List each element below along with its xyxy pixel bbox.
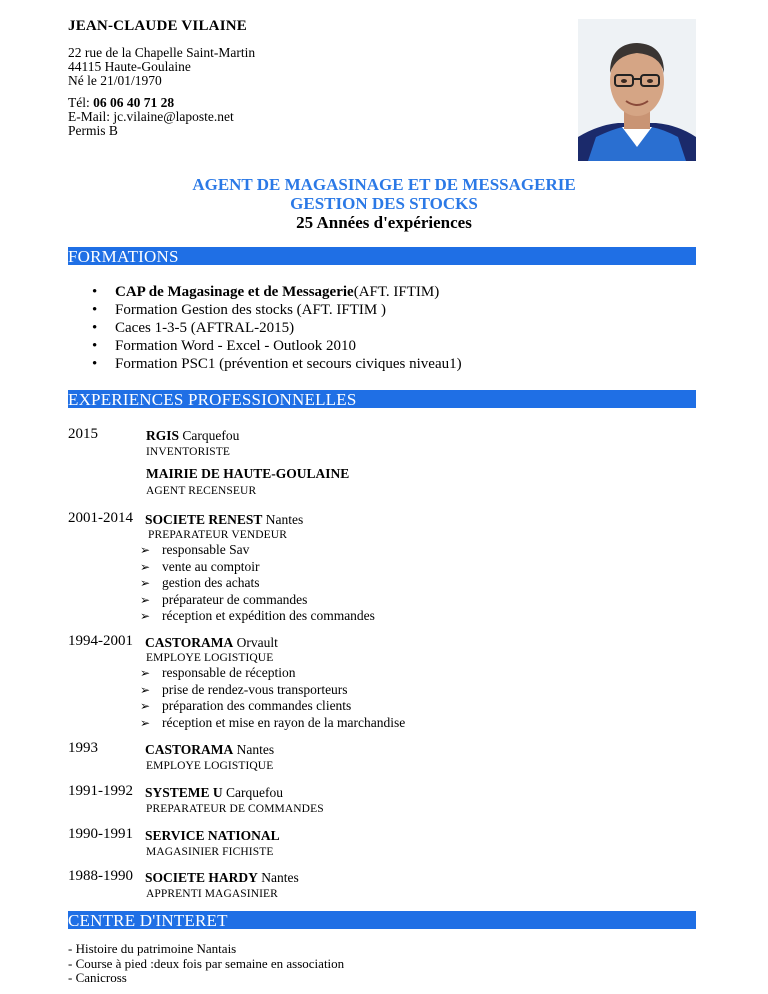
arrow-bullet-icon: ➢: [140, 666, 151, 680]
experience-role: APPRENTI MAGASINIER: [146, 888, 278, 900]
company-location: Nantes: [257, 870, 299, 885]
list-item: [92, 337, 462, 355]
task-text: préparateur de commandes: [162, 591, 308, 607]
experience-year: 1993: [68, 740, 98, 756]
phone-line: [68, 96, 234, 110]
company-name: SOCIETE RENEST: [145, 512, 263, 527]
task-text: responsable de réception: [162, 665, 296, 680]
company-location: Nantes: [233, 742, 275, 757]
bullet-icon: •: [92, 356, 98, 372]
arrow-bullet-icon: ➢: [140, 543, 151, 557]
job-title-block: [0, 175, 768, 233]
address-street: 22 rue de la Chapelle Saint-Martin: [68, 45, 256, 60]
experience-company-line: [145, 742, 274, 758]
task-text: responsable Sav: [162, 542, 250, 557]
interests-list: [68, 942, 344, 986]
list-item: [140, 575, 375, 592]
company-name: RGIS: [146, 428, 180, 443]
bullet-icon: •: [92, 284, 98, 300]
list-item: - Canicross: [68, 970, 127, 985]
list-item: [140, 665, 405, 682]
task-text: réception et expédition des commandes: [162, 608, 375, 623]
experience-years: 25 Années d'expériences: [296, 213, 472, 232]
company-name: SOCIETE HARDY: [145, 870, 258, 885]
company-name: SERVICE NATIONAL: [145, 828, 280, 843]
driving-license: Permis B: [68, 123, 118, 138]
bullet-icon: •: [92, 338, 98, 354]
list-item: [92, 355, 462, 373]
list-item: [140, 592, 375, 609]
address-city: 44115 Haute-Goulaine: [68, 59, 191, 74]
section-title: EXPERIENCES PROFESSIONNELLES: [68, 390, 357, 409]
list-item: [140, 608, 375, 625]
task-text: vente au comptoir: [162, 558, 260, 574]
experience-company-line: [146, 466, 349, 482]
experience-role: EMPLOYE LOGISTIQUE: [146, 652, 274, 664]
experience-year: 1990-1991: [68, 826, 133, 842]
experience-company-line: [145, 870, 299, 886]
company-location: Nantes: [262, 512, 304, 527]
task-text: prise de rendez-vous transporteurs: [162, 681, 348, 697]
formation-text: Formation Word - Excel - Outlook 2010: [115, 338, 356, 354]
section-title: FORMATIONS: [68, 247, 179, 266]
experience-company-line: [145, 635, 278, 651]
arrow-bullet-icon: ➢: [140, 682, 151, 697]
company-name: MAIRIE DE HAUTE-GOULAINE: [146, 466, 350, 481]
experience-role: PREPARATEUR VENDEUR: [148, 529, 287, 541]
company-location: Orvault: [233, 635, 278, 650]
phone-label: Tél:: [68, 95, 94, 110]
list-item: - Histoire du patrimoine Nantais: [68, 941, 237, 956]
experience-year: 2001-2014: [68, 510, 133, 526]
experience-year: 1988-1990: [68, 868, 133, 884]
section-header-formations: [68, 247, 696, 265]
task-text: gestion des achats: [162, 575, 260, 590]
list-item: [140, 559, 375, 576]
formation-text: (AFT. IFTIM): [353, 284, 440, 300]
list-item: [140, 698, 405, 715]
company-name: CASTORAMA: [145, 635, 234, 650]
experience-year: 2015: [68, 426, 98, 442]
task-list: [140, 665, 405, 731]
formations-list: [92, 283, 462, 373]
contact-block: [68, 96, 234, 138]
experience-company-line: [145, 512, 303, 528]
experience-company-line: [145, 828, 280, 844]
email-line: E-Mail: jc.vilaine@laposte.net: [68, 109, 234, 124]
experience-role: AGENT RECENSEUR: [146, 485, 257, 497]
task-text: préparation des commandes clients: [162, 698, 352, 713]
list-item: [92, 301, 462, 319]
arrow-bullet-icon: ➢: [140, 559, 151, 574]
section-title: CENTRE D'INTERET: [68, 911, 228, 930]
candidate-name: JEAN-CLAUDE VILAINE: [68, 18, 247, 34]
experience-company-line: [145, 785, 283, 801]
company-name: CASTORAMA: [145, 742, 234, 757]
experience-role: EMPLOYE LOGISTIQUE: [146, 760, 274, 772]
arrow-bullet-icon: ➢: [140, 592, 151, 607]
list-item: [92, 319, 462, 337]
list-item: [140, 542, 375, 559]
experience-company-line: [146, 428, 239, 444]
birth-date: Né le 21/01/1970: [68, 73, 162, 88]
list-item: [92, 283, 462, 301]
job-subtitle: GESTION DES STOCKS: [290, 194, 478, 213]
section-header-experiences: [68, 390, 696, 408]
list-item: - Course à pied :deux fois par semaine en association: [68, 955, 345, 971]
job-title: AGENT DE MAGASINAGE ET DE MESSAGERIE: [192, 175, 576, 194]
arrow-bullet-icon: ➢: [140, 609, 151, 623]
experience-role: MAGASINIER FICHISTE: [146, 846, 274, 858]
task-list: [140, 542, 375, 625]
arrow-bullet-icon: ➢: [140, 699, 151, 713]
task-text: réception et mise en rayon de la marchandise: [162, 714, 406, 730]
experience-role: PREPARATEUR DE COMMANDES: [146, 803, 324, 815]
phone-number: 06 06 40 71 28: [93, 95, 175, 110]
bullet-icon: •: [92, 302, 98, 318]
arrow-bullet-icon: ➢: [140, 576, 151, 590]
formation-text: Formation Gestion des stocks (AFT. IFTIM ): [115, 302, 386, 318]
experience-year: 1991-1992: [68, 783, 133, 799]
experience-role: INVENTORISTE: [146, 446, 231, 458]
arrow-bullet-icon: ➢: [140, 715, 151, 730]
formation-text: Formation PSC1 (prévention et secours civiques niveau1): [115, 356, 462, 372]
section-header-interests: [68, 911, 696, 929]
list-item: [140, 682, 405, 699]
bullet-icon: •: [92, 320, 98, 336]
list-item: [140, 715, 405, 732]
formation-bold: CAP de Magasinage et de Messagerie: [115, 284, 354, 300]
company-location: Carquefou: [222, 785, 284, 800]
company-location: Carquefou: [179, 428, 240, 443]
profile-photo: [578, 19, 696, 161]
experience-year: 1994-2001: [68, 633, 133, 649]
company-name: SYSTEME U: [145, 785, 223, 800]
formation-text: Caces 1-3-5 (AFTRAL-2015): [115, 320, 295, 336]
address-block: [68, 46, 255, 88]
